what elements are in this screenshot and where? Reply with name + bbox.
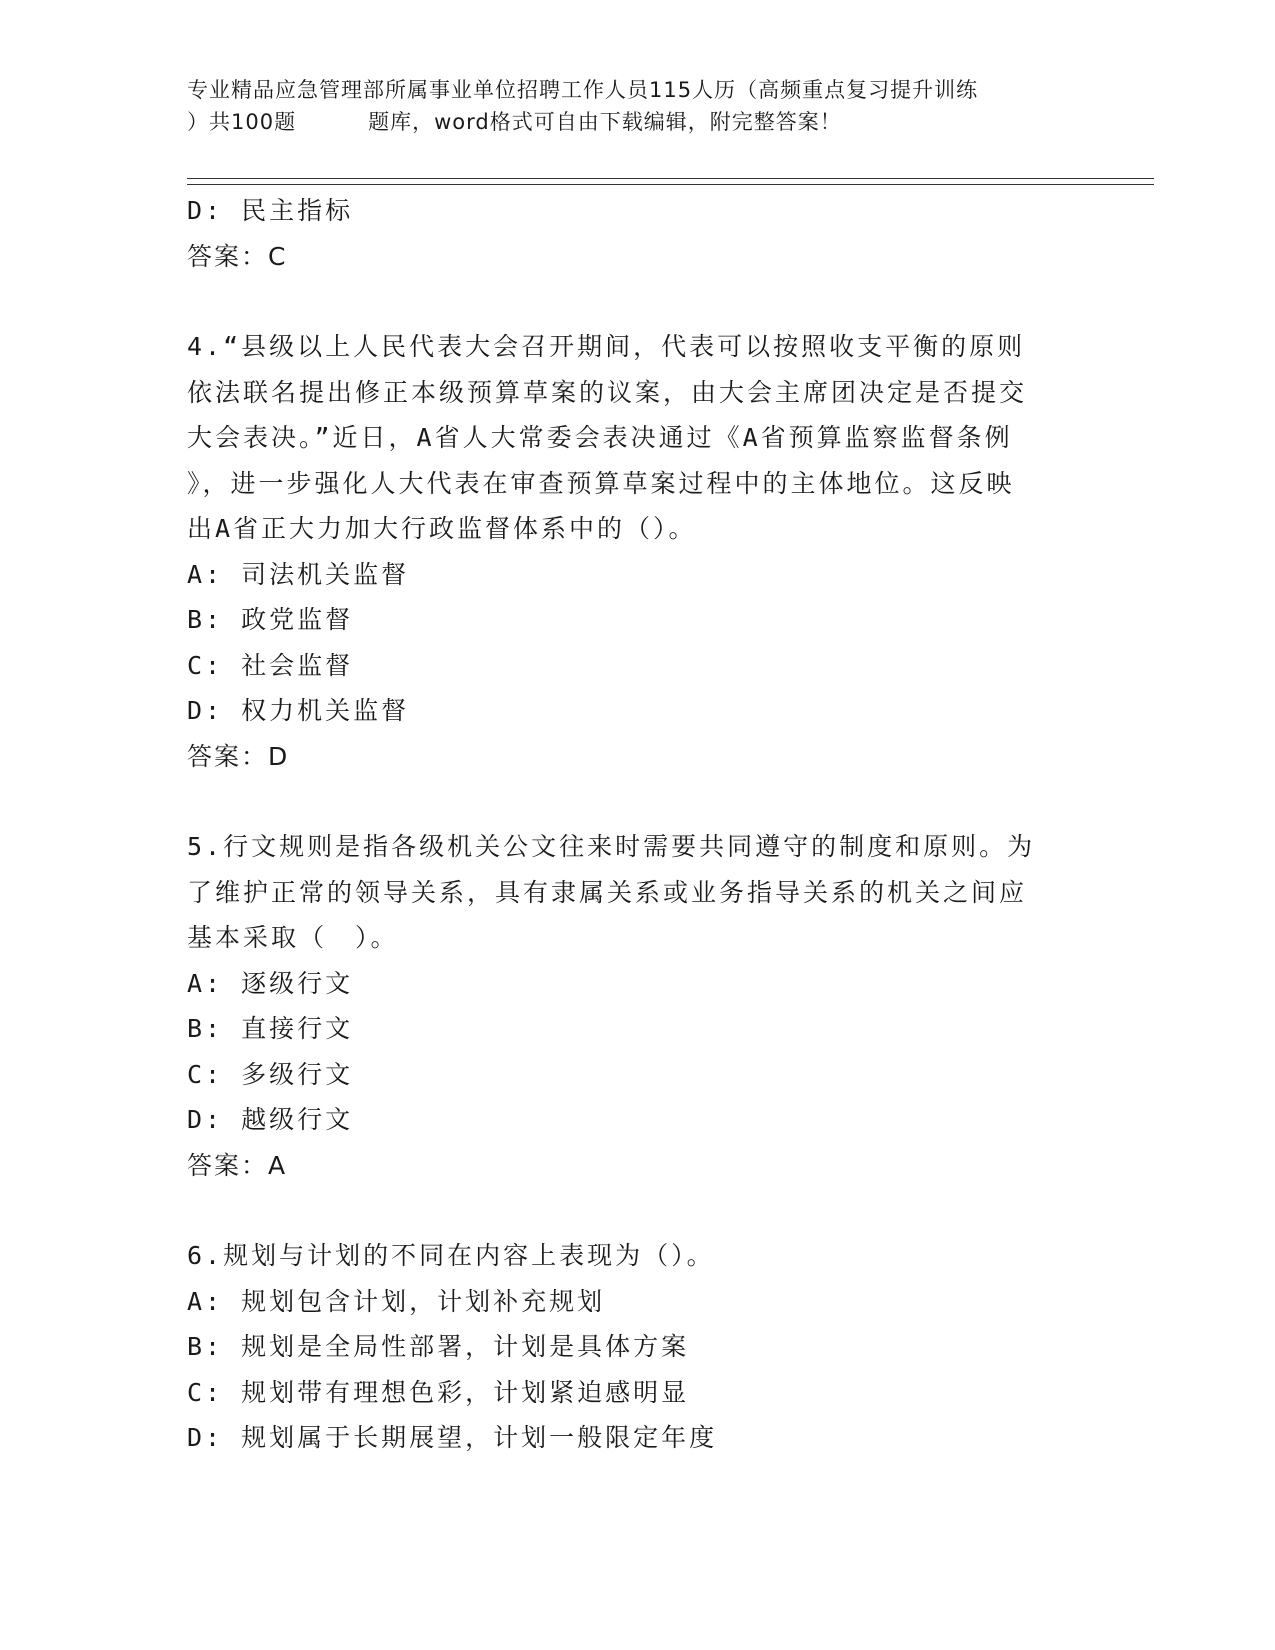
question-5-option-c: C: 多级行文 (187, 1059, 354, 1089)
question-4-option-d: D: 权力机关监督 (187, 696, 410, 725)
question-6-option-c: C: 规划带有理想色彩，计划紧迫感明显 (187, 1377, 690, 1407)
question-5-line-2: 了维护正常的领导关系，具有隶属关系或业务指导关系的机关之间应 (187, 877, 1028, 907)
question-5-option-a: A: 逐级行文 (187, 968, 354, 998)
question-5-option-d: D: 越级行文 (187, 1105, 354, 1134)
question-content (187, 188, 1087, 1461)
header-line-2-part-2: 题库，word格式可自由下载编辑，附完整答案！ (368, 110, 842, 134)
question-5-line-1: 5.行文规则是指各级机关公文往来时需要共同遵守的制度和原则。为 (187, 832, 1036, 861)
header-line-2-part-1: ）共100题 (187, 110, 297, 134)
question-4-line-2: 依法联名提出修正本级预算草案的议案，由大会主席团决定是否提交 (187, 377, 1028, 407)
question-4-answer: 答案：D (187, 741, 290, 771)
question-6-line-1: 6.规划与计划的不同在内容上表现为（）。 (187, 1241, 715, 1270)
question-5-answer: 答案：A (187, 1150, 288, 1180)
page-header (187, 74, 1087, 138)
question-4-option-b: B: 政党监督 (187, 605, 354, 634)
prev-answer: 答案：C (187, 241, 288, 271)
question-4-line-4: 》，进一步强化人大代表在审查预算草案过程中的主体地位。这反映 (187, 468, 1015, 498)
question-4 (187, 324, 1087, 779)
header-divider (187, 178, 1154, 185)
question-4-line-1: 4.“县级以上人民代表大会召开期间，代表可以按照收支平衡的原则 (187, 332, 1026, 361)
header-line-2 (187, 106, 1087, 138)
question-6-option-a: A: 规划包含计划，计划补充规划 (187, 1286, 606, 1316)
question-5-option-b: B: 直接行文 (187, 1014, 354, 1043)
question-4-option-a: A: 司法机关监督 (187, 559, 410, 589)
question-4-line-5: 出A省正大力加大行政监督体系中的（）。 (187, 514, 697, 543)
question-4-line-3: 大会表决。”近日，A省人大常委会表决通过《A省预算监察监督条例 (187, 423, 1013, 452)
question-5 (187, 824, 1087, 1188)
question-4-option-c: C: 社会监督 (187, 650, 354, 680)
question-6 (187, 1233, 1087, 1461)
question-6-option-d: D: 规划属于长期展望，计划一般限定年度 (187, 1423, 718, 1452)
question-5-line-3: 基本采取（ ）。 (187, 923, 399, 952)
header-line-1: 专业精品应急管理部所属事业单位招聘工作人员115人历（高频重点复习提升训练 (187, 78, 979, 102)
question-6-option-b: B: 规划是全局性部署，计划是具体方案 (187, 1332, 690, 1361)
prev-option-d: D: 民主指标 (187, 196, 354, 225)
